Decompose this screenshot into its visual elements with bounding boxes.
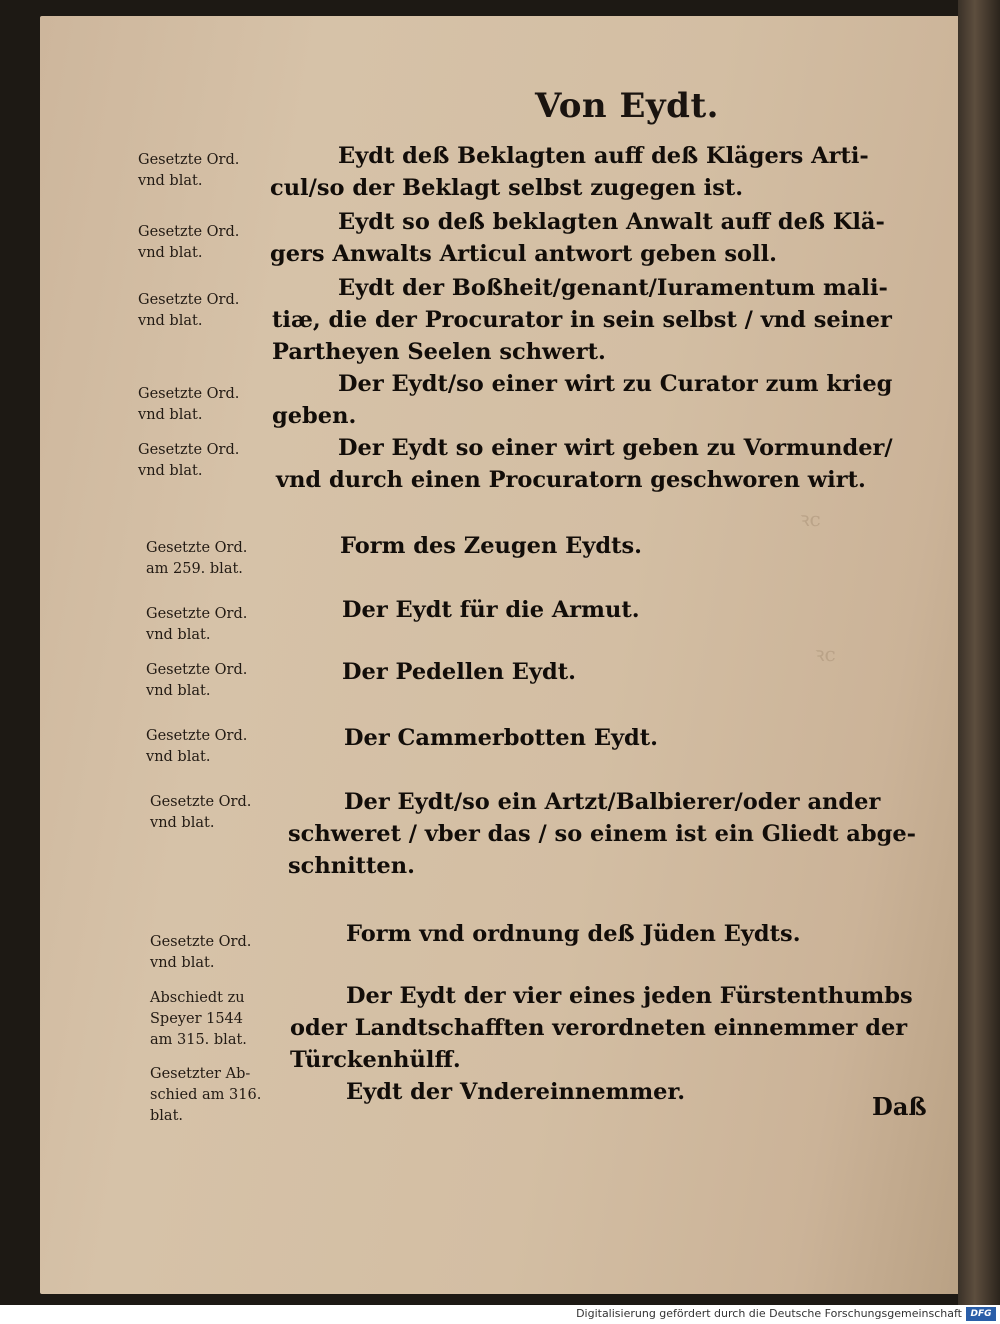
margin-note-line: Gesetzte Ord.	[138, 152, 240, 168]
margin-note-line: Gesetzte Ord.	[138, 224, 240, 240]
margin-note-line: blat.	[150, 1108, 184, 1124]
margin-note-line: Gesetzte Ord.	[150, 794, 252, 810]
margin-note	[138, 290, 239, 332]
entry-line: Türckenhülff.	[290, 1047, 461, 1073]
margin-note-line: Gesetzte Ord.	[146, 540, 248, 556]
entry-line: gers Anwalts Articul antwort geben soll.	[270, 241, 777, 267]
margin-note-line: Speyer 1544	[150, 1011, 244, 1027]
entry-line: Der Pedellen Eydt.	[342, 659, 576, 685]
margin-note-line: Gesetzte Ord.	[138, 442, 240, 458]
entry-line: Der Eydt/so einer wirt zu Curator zum krieg	[338, 371, 893, 397]
margin-note-line: Gesetzte Ord.	[146, 662, 248, 678]
entry-line: Eydt so deß beklagten Anwalt auff deß Klä-	[338, 209, 885, 235]
margin-note-line: Gesetzte Ord.	[150, 934, 252, 950]
entry-line: Der Cammerbotten Eydt.	[344, 725, 659, 751]
margin-note-line: Gesetzte Ord.	[146, 606, 248, 622]
margin-note-line: Gesetzte Ord.	[138, 292, 240, 308]
margin-note	[146, 538, 247, 580]
catchword: Daß	[872, 1092, 927, 1121]
entry-line: schweret / vber das / so einem ist ein Gliedt abge-	[288, 821, 916, 847]
margin-note	[138, 440, 239, 482]
margin-note	[146, 660, 247, 702]
margin-note	[150, 792, 251, 834]
margin-note-line: vnd blat.	[146, 683, 211, 699]
margin-note-line: vnd blat.	[138, 407, 203, 423]
margin-note-line: vnd blat.	[138, 313, 203, 329]
entry-line: Eydt der Boßheit/genant/Iuramentum mali-	[338, 275, 888, 301]
margin-note-line: vnd blat.	[146, 749, 211, 765]
margin-note-line: Gesetzter Ab-	[150, 1066, 251, 1082]
entry-line: Der Eydt/so ein Artzt/Balbierer/oder ander	[344, 789, 881, 815]
margin-note-line: am 315. blat.	[150, 1032, 247, 1048]
entry-line: cul/so der Beklagt selbst zugegen ist.	[270, 175, 744, 201]
margin-note-line: vnd blat.	[138, 173, 203, 189]
margin-note-line: vnd blat.	[138, 463, 203, 479]
entry-line: oder Landtschafften verordneten einnemmer der	[290, 1015, 908, 1041]
entry-line: vnd durch einen Procuratorn geschworen wirt.	[276, 467, 866, 493]
margin-note-line: Gesetzte Ord.	[138, 386, 240, 402]
margin-note-line: schied am 316.	[150, 1087, 262, 1103]
margin-note-line: Gesetzte Ord.	[146, 728, 248, 744]
show-through-mark: ꝛc	[800, 507, 821, 531]
entry-line: Eydt der Vndereinnemmer.	[346, 1079, 686, 1105]
entry-line: Der Eydt so einer wirt geben zu Vormunder/	[338, 435, 893, 461]
margin-note	[146, 726, 247, 768]
entry-line: schnitten.	[288, 853, 415, 879]
entry-line: Form vnd ordnung deß Jüden Eydts.	[346, 921, 801, 947]
book-gutter	[958, 0, 1000, 1305]
margin-note-line: am 259. blat.	[146, 561, 243, 577]
entry-line: Eydt deß Beklagten auff deß Klägers Arti-	[338, 143, 869, 169]
margin-note	[150, 1064, 261, 1127]
entry-line: Der Eydt für die Armut.	[342, 597, 640, 623]
entry-line: Partheyen Seelen schwert.	[272, 339, 606, 365]
footer-bar	[0, 1305, 1000, 1324]
dfg-logo-icon: DFG	[966, 1307, 996, 1321]
entry-line: tiæ, die der Procurator in sein selbst / vnd seiner	[272, 307, 892, 333]
margin-note-line: Abschiedt zu	[150, 990, 245, 1006]
margin-note-line: vnd blat.	[150, 815, 215, 831]
margin-note	[138, 150, 239, 192]
entry-line: geben.	[272, 403, 357, 429]
margin-note	[138, 384, 239, 426]
entry-line: Der Eydt der vier eines jeden Fürstenthumbs	[346, 983, 913, 1009]
entry-line: Form des Zeugen Eydts.	[340, 533, 642, 559]
page-header: Von Eydt.	[535, 86, 719, 126]
margin-note	[150, 988, 247, 1051]
show-through-mark: ꝛc	[815, 642, 836, 666]
funding-credit: Digitalisierung gefördert durch die Deutsche Forschungsgemeinschaft	[576, 1307, 962, 1320]
margin-note-line: vnd blat.	[146, 627, 211, 643]
margin-note	[150, 932, 251, 974]
margin-note	[138, 222, 239, 264]
margin-note-line: vnd blat.	[138, 245, 203, 261]
margin-note-line: vnd blat.	[150, 955, 215, 971]
margin-note	[146, 604, 247, 646]
